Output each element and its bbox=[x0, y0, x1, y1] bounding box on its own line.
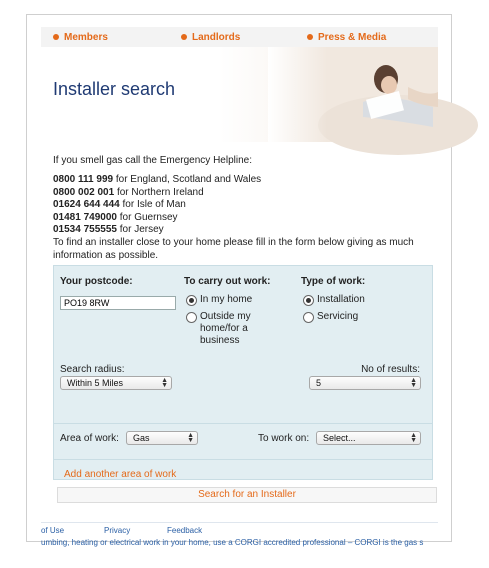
search-radius-select[interactable]: Within 5 Miles ▲ ▼ bbox=[60, 376, 172, 390]
updown-arrow-icon: ▲ ▼ bbox=[410, 432, 417, 444]
updown-arrow-icon: ▲ ▼ bbox=[161, 377, 168, 389]
helpline-row: 01481 749000 for Guernsey bbox=[53, 211, 178, 223]
radio-selected-icon bbox=[303, 295, 314, 306]
bullet-icon bbox=[53, 34, 59, 40]
hero-banner bbox=[41, 47, 438, 142]
search-installer-button[interactable]: Search for an Installer bbox=[57, 487, 437, 503]
area-of-work-select[interactable]: Gas ▲ ▼ bbox=[126, 431, 198, 445]
page-title: Installer search bbox=[53, 79, 176, 99]
form-divider bbox=[54, 423, 432, 424]
radio-installation[interactable]: Installation bbox=[303, 294, 365, 306]
radio-servicing[interactable]: Servicing bbox=[303, 311, 358, 323]
nav-tab-landlords[interactable] bbox=[181, 27, 240, 47]
carry-out-label: To carry out work: bbox=[184, 276, 271, 287]
top-navigation bbox=[41, 27, 438, 48]
nav-tab-label: Landlords bbox=[192, 31, 241, 43]
browser-frame bbox=[26, 14, 452, 547]
page-content bbox=[41, 27, 438, 547]
woman-reading-photo bbox=[268, 47, 438, 142]
radio-outside-home[interactable]: Outside my home/for a business bbox=[186, 311, 286, 347]
form-divider bbox=[54, 459, 432, 460]
radio-unselected-icon bbox=[303, 312, 314, 323]
updown-arrow-icon: ▲ ▼ bbox=[410, 377, 417, 389]
nav-tab-members[interactable] bbox=[53, 27, 108, 47]
search-radius-label: Search radius: bbox=[60, 364, 125, 375]
nav-tab-label: Press & Media bbox=[318, 31, 387, 43]
helpline-heading: If you smell gas call the Emergency Helpline: bbox=[53, 155, 252, 166]
footer bbox=[41, 522, 438, 553]
nav-tab-press-media[interactable] bbox=[307, 27, 386, 47]
helpline-list bbox=[53, 174, 261, 237]
footer-disclaimer: umbing, heating or electrical work in your home, use a CORGI accredited professional – CORGI is the gas s bbox=[41, 538, 424, 547]
radio-unselected-icon bbox=[186, 312, 197, 323]
helpline-row: 0800 111 999 for England, Scotland and Wales bbox=[53, 174, 262, 185]
to-work-on-select[interactable]: Select... ▲ ▼ bbox=[316, 431, 421, 445]
area-of-work-label: Area of work: bbox=[60, 433, 119, 444]
radio-in-my-home[interactable]: In my home bbox=[186, 294, 252, 306]
postcode-input[interactable]: PO19 8RW bbox=[60, 296, 176, 310]
helpline-row: 01624 644 444 for Isle of Man bbox=[53, 199, 186, 210]
bullet-icon bbox=[181, 34, 187, 40]
add-area-link[interactable]: Add another area of work bbox=[64, 469, 177, 480]
type-of-work-label: Type of work: bbox=[301, 276, 366, 287]
footer-link-terms[interactable]: of Use bbox=[41, 526, 65, 535]
intro-text: To find an installer close to your home please fill in the form below giving as much information as possible. bbox=[53, 237, 414, 261]
helpline-row: 0800 002 001 for Northern Ireland bbox=[53, 186, 204, 198]
nav-tab-label: Members bbox=[64, 31, 108, 43]
updown-arrow-icon: ▲ ▼ bbox=[187, 432, 194, 444]
bullet-icon bbox=[307, 34, 313, 40]
results-count-select[interactable]: 5 ▲ ▼ bbox=[309, 376, 421, 390]
helpline-row: 01534 755555 for Jersey bbox=[53, 224, 164, 235]
results-count-label: No of results: bbox=[361, 364, 420, 375]
footer-link-feedback[interactable]: Feedback bbox=[167, 526, 203, 535]
radio-selected-icon bbox=[186, 295, 197, 306]
installer-search-form bbox=[53, 265, 433, 480]
to-work-on-label: To work on: bbox=[258, 433, 310, 444]
postcode-label: Your postcode: bbox=[60, 276, 133, 287]
footer-link-privacy[interactable]: Privacy bbox=[104, 526, 131, 535]
